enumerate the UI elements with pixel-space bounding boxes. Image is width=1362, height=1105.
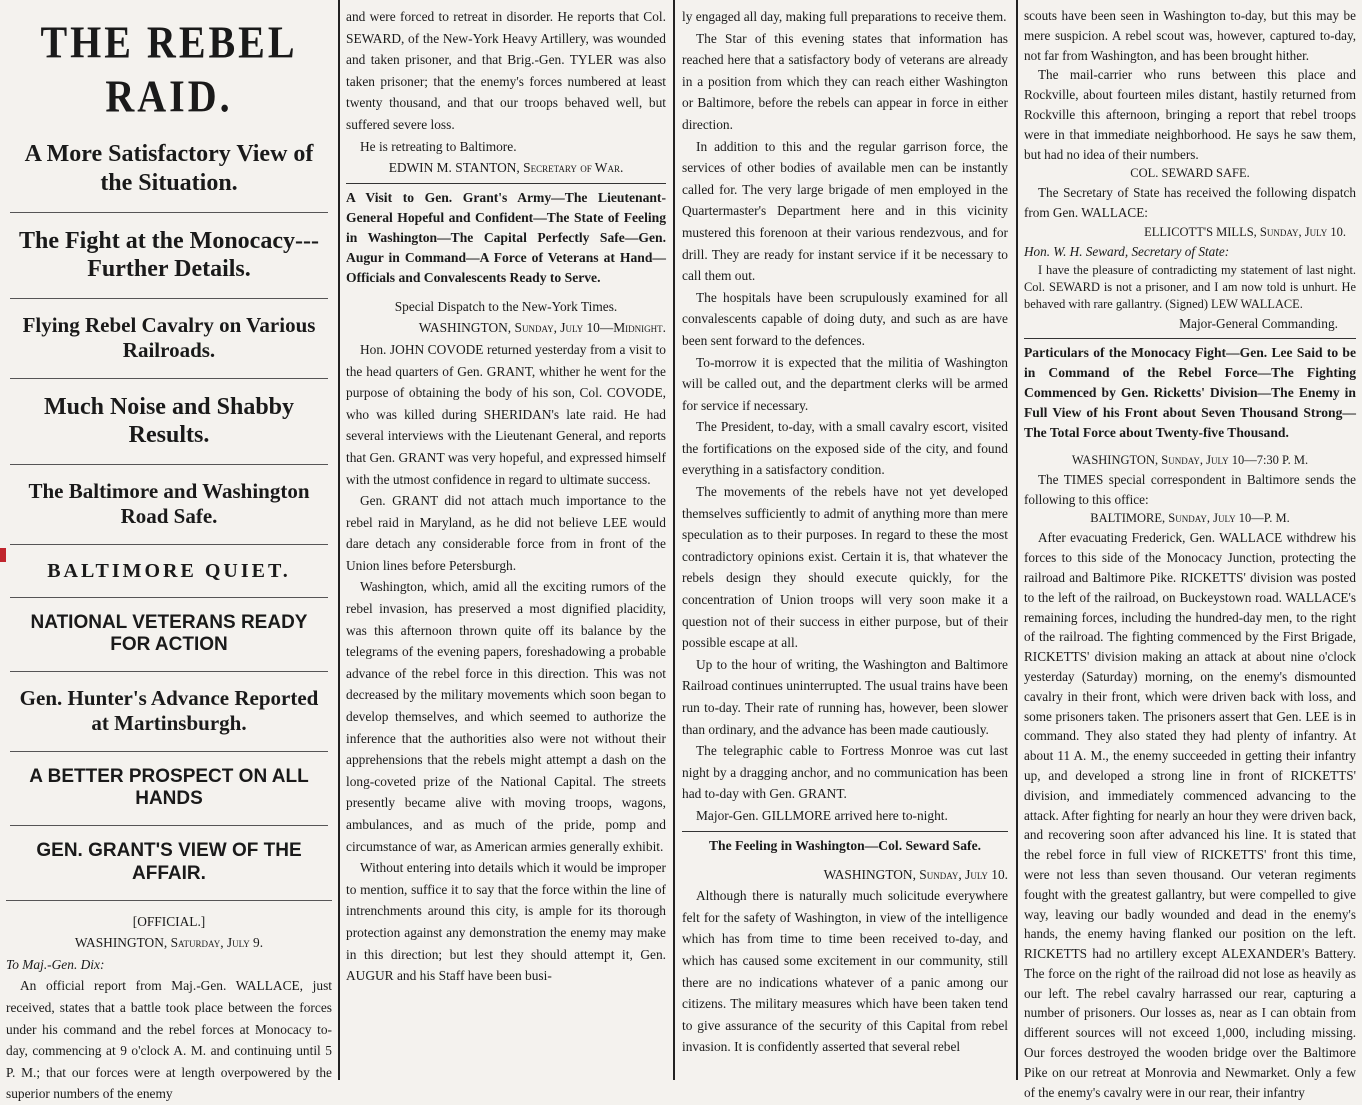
article-paragraph: After evacuating Frederick, Gen. WALLACE withdrew his forces to this side of the Monocacy Junction, protecting the railroad and Baltimore Pike. RICKETTS' division was posted to the left of the railroad, on Buckeystown road. WALLACE's remaining forces, including the hundred-day men, to the right of the railroad. The fighting commenced by the First Brigade, RICKETTS' division making an attack at about nine o'clock yesterday (Saturday) morning, on the enemy's dismounted cavalry in their front, which were driven back with loss, and some prisoners taken. The prisoners assert that Gen. LEE is in command. They also stated they had plenty of infantry. At about 11 A. M., the enemy succeeded in getting their infantry up, and developed a strong line in front of RICKETTS' division, and immediately commenced advancing to the attack. After fighting for nearly an hour they were driven back, and recovering soon after advanced his line. It is stated that the rebel force in full view of RICKETTS' front this time, were not less than seven thousand. Our veteran regiments fought with the greatest gallantry, but were compelled to give way, leaving our badly wounded and dead in the enemy's hands, the enemy having flanked our position on the left. RICKETTS had no artillery except ALEXANDER's Battery. The force on the right of the railroad did not lose as heavily as our left. The rebel cavalry harrassed our rear, capturing a number of prisoners. Our losses as, near as I can obtain from different sources will not exceed 1,000, including missing. Our forces destroyed the wooden bridge over the Baltimore Pike on our retreat at Monrovia and Newmarket. Only a few of the enemy's cavalry were in our rear, their infantry [1024,530,1356,1100]
section-headline: Particulars of the Monocacy Fight—Gen. Lee Said to be in Command of the Rebel Force—The Fighting Commenced by Gen. Ricketts' Division—The Enemy in Full View of his Front about Seven Thousand Strong—The Total Force about Twenty-five Thousand. [1024,338,1356,447]
article-paragraph: The Star of this evening states that information has reached here that a satisfactory body of veterans are already in a position from which they can reach either Washington or Baltimore, before the rebels can appear in force in either direction. [682,30,1008,132]
dateline: WASHINGTON, Sunday, July 10—Midnight. [418,320,666,336]
dispatch-body: I have the pleasure of contradicting my statement of last night. Col. SEWARD is not a prisoner, and I am now told is unhurt. He behaved with rare gallantry. (Signed) LEW WALLACE. [1024,262,1356,311]
article-paragraph: In addition to this and the regular garrison force, the services of other bodies of available men can be instantly called for. The very large brigade of men employed in the Quartermaster's Department here and in this vicinity mustered this forenoon at their various rendezvous, and for drill. They are ready for instant service if it be necessary to call them out. [682,138,1008,284]
article-paragraph: The President, to-day, with a small cavalry escort, visited the fortifications on the exposed side of the city, and found everything in a satisfactory condition. [682,419,1008,478]
dispatch-signature: Major-General Commanding. [1179,315,1338,331]
deck-headline: Flying Rebel Cavalry on Various Railroads. [10,298,328,377]
deck-headline: NATIONAL VETERANS READY FOR ACTION [10,597,328,672]
official-label: [OFFICIAL.] [6,900,332,933]
section-headline: The Feeling in Washington—Col. Seward Safe. [682,831,1008,860]
dispatch-addressee: Hon. W. H. Seward, Secretary of State: [1024,243,1230,259]
deck-headline: The Baltimore and Washington Road Safe. [10,464,328,543]
dateline: WASHINGTON, Saturday, July 9. [74,935,264,951]
deck-headline: BALTIMORE QUIET. [10,544,328,597]
article-paragraph: Without entering into details which it would be improper to mention, suffice it to say that the force within the line of intrenchments around this city, is ample for its thorough protection against any demonstration the enemy may make in this direction; but lest they should attempt it, Gen. AUGUR and his Staff have been busi- [346,860,666,984]
signature: EDWIN M. STANTON, Secretary of War. [388,160,624,176]
article-paragraph: He is retreating to Baltimore. [360,138,517,154]
deck-headline: GEN. GRANT'S VIEW OF THE AFFAIR. [10,825,328,900]
dateline: WASHINGTON, Sunday, July 10—7:30 P. M. [1071,452,1309,467]
article-paragraph: Although there is naturally much solicitude everywhere felt for the safety of Washington, in view of the intelligence which has from time to time been received to-day, and which has caused some excitement in our community, still there are no indications whatever of a panic among our citizens. The military measures which have been taken tend to give assurance of the security of this Capital from rebel invasion. It is confidently asserted that several rebel [682,888,1008,1055]
column-1 [0,0,338,1102]
main-headline: THE REBEL RAID. [40,16,298,122]
deck-headline: A BETTER PROSPECT ON ALL HANDS [10,751,328,826]
article-paragraph: The TIMES special correspondent in Baltimore sends the following to this office: [1024,471,1356,507]
article-paragraph: ly engaged all day, making full preparations to receive them. [682,9,1007,24]
article-paragraph: Gen. GRANT did not attach much importance to the rebel raid in Maryland, as he did not believe LEE would dare detach any considerable force from in front of the Union lines before Petersburgh. [346,493,666,573]
deck-headline: Gen. Hunter's Advance Reported at Martinsburgh. [10,671,328,750]
article-paragraph: The telegraphic cable to Fortress Monroe was cut last night by a dragging anchor, and no communication has been had to-day with Gen. GRANT. [682,743,1008,802]
article-paragraph: and were forced to retreat in disorder. He reports that Col. SEWARD, of the New-York Heavy Artillery, was wounded and taken prisoner, and that Brig.-Gen. TYLER was also taken prisoner; that the enemy's forces numbered at least twenty thousand, and that our troops behaved well, but suffered severe loss. [346,9,666,132]
column-4 [1018,0,1362,1100]
article-paragraph: Washington, which, amid all the exciting rumors of the rebel invasion, has preserved a most dignified placidity, was this afternoon thrown quite off its balance by the telegrams of the evening papers, foreshadowing a probable advance of the rebel force in this direction. This was not decreased by the military movements which soon began to develop themselves, and which seemed to authorize the inference that the authorities also were not without their apprehensions that the rebels might attempt a dash on the long-coveted prize of the National Capital. The streets presently became alive with moving troops, wagons, ambulances, and as much of the pride, pomp and circumstance of war, as American armies generally exhibit. [346,579,666,854]
article-paragraph: The movements of the rebels have not yet developed themselves sufficiently to admit of anything more than mere speculation as to their purposes. In regard to these the most contradictory opinions exist. Certain it is, that whatever the rebels design they should execute quickly, for the concentration of Union troops will very soon make it a question not of their success in either purpose, but of their possible escape at all. [682,484,1008,651]
article-paragraph: scouts have been seen in Washington to-day, but this may be mere suspicion. A rebel scout was, however, captured to-day, not far from Washington, and has been brought hither. [1024,8,1356,63]
addressee: To Maj.-Gen. Dix: [6,956,105,972]
dateline: WASHINGTON, Sunday, July 10. [823,866,1008,882]
article-paragraph: The mail-carrier who runs between this place and Rockville, about fourteen miles distant, hastily returned from Rockville this afternoon, bringing a report that rebel troops were in that immediate neighborhood. He says he saw them, but had no idea of their numbers. [1024,67,1356,162]
column-3 [676,0,1014,1080]
special-dispatch-label: Special Dispatch to the New-York Times. [394,298,618,314]
dispatch-dateline: ELLICOTT'S MILLS, Sunday, July 10. [1144,224,1346,239]
article-paragraph: Major-Gen. GILLMORE arrived here to-night. [696,807,948,823]
article-paragraph: Hon. JOHN COVODE returned yesterday from a visit to the head quarters of Gen. GRANT, whither he went for the purpose of obtaining the body of his son, Col. COVODE, who was killed during SHERIDAN's late raid. He had several interviews with the Lieutenant General, and reports that Gen. GRANT was very hopeful, and expressed himself with the utmost confidence in regard to ultimate success. [346,341,666,487]
deck-headline: The Fight at the Monocacy---Further Details. [10,212,328,299]
column-2 [340,0,672,1080]
section-headline: A Visit to Gen. Grant's Army—The Lieutenant-General Hopeful and Confident—The State of Feeling in Washington—The Capital Perfectly Safe—Gen. Augur in Command—A Force of Veterans at Hand—Officials and Convalescents Ready to Serve. [346,183,666,292]
article-paragraph: The hospitals have been scrupulously examined for all convalescents capable of doing duty, and such as are have been sent forward to the defences. [682,289,1008,348]
article-paragraph: An official report from Maj.-Gen. WALLACE, just received, states that a battle took place between the forces under his command and the rebel forces at Monocacy to-day, commencing at 9 o'clock A. M. and continuing until 5 P. M.; that our forces were at length overpowered by the superior numbers of the enemy [6,978,332,1102]
article-paragraph: Up to the hour of writing, the Washington and Baltimore Railroad continues uninterrupted. The usual trains have been run to-day. Their rate of running has, however, been slower than ordinary, and the advance has been made cautiously. [682,656,1008,737]
subhead-seward-safe: COL. SEWARD SAFE. [1130,166,1250,181]
article-paragraph: The Secretary of State has received the following dispatch from Gen. WALLACE: [1024,185,1356,221]
deck-headline: Much Noise and Shabby Results. [10,378,328,465]
deck-headline: A More Satisfactory View of the Situation. [24,141,314,196]
column-rule [673,0,675,1080]
article-paragraph: To-morrow it is expected that the militia of Washington will be called out, and the department clerks will be armed for service if necessary. [682,354,1008,413]
dateline: BALTIMORE, Sunday, July 10—P. M. [1090,511,1290,526]
